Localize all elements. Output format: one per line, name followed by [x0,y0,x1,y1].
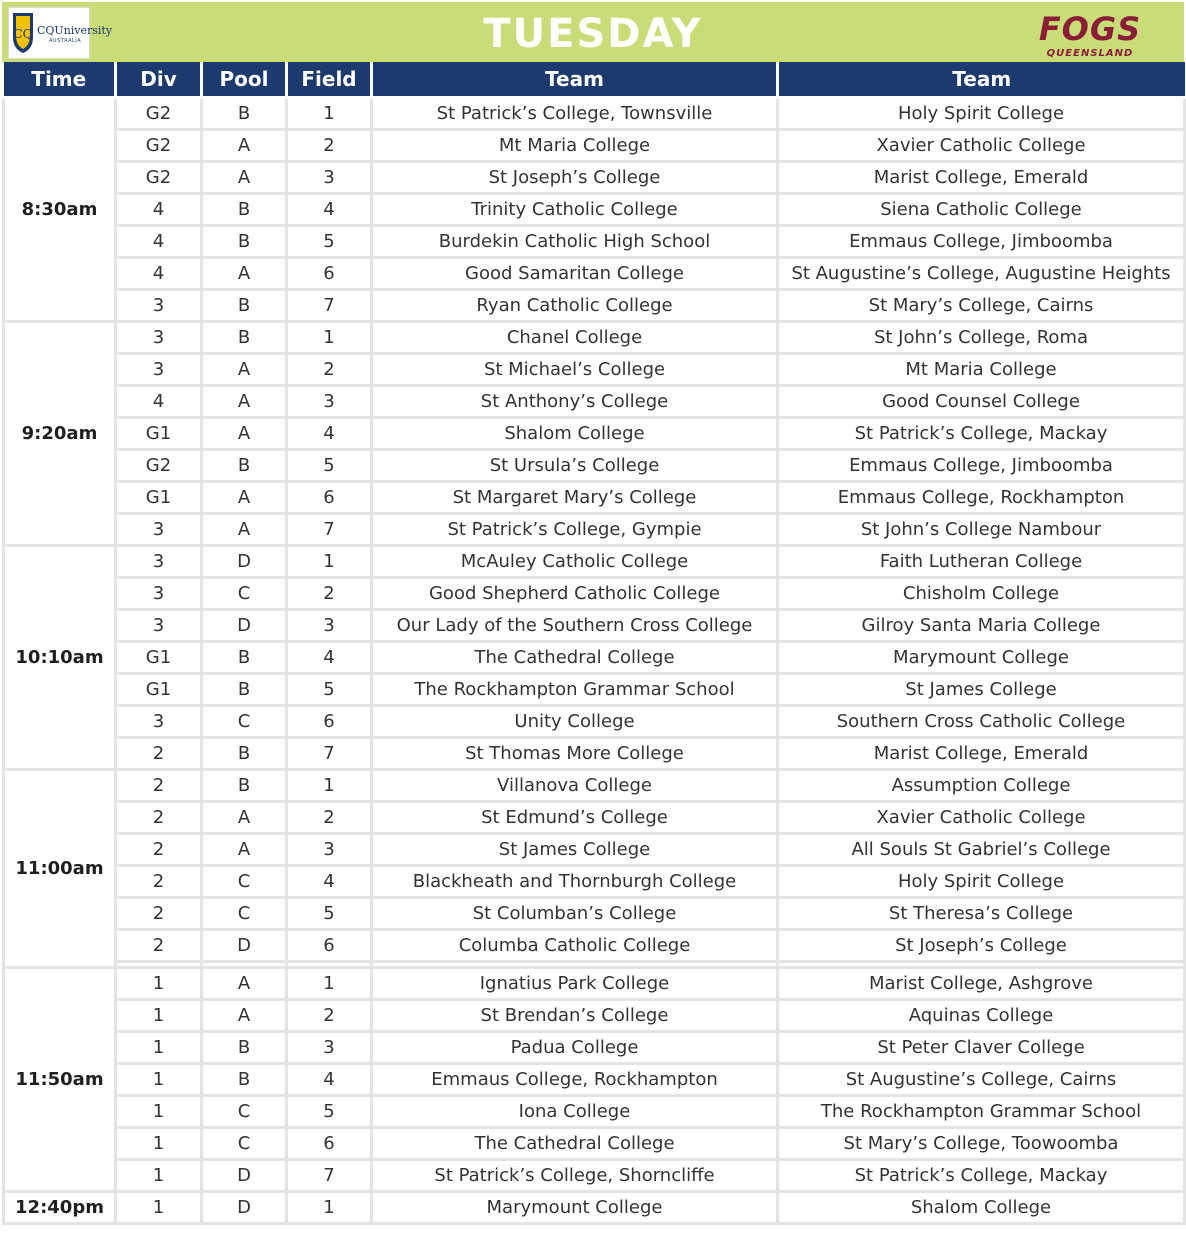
field-cell: 6 [287,930,372,962]
team-b-cell: Emmaus College, Jimboomba [778,226,1185,258]
team-a-cell: The Rockhampton Grammar School [372,674,778,706]
team-b-cell: St James College [778,674,1185,706]
field-cell: 2 [287,802,372,834]
table-row [4,1000,1185,1032]
team-b-cell: Shalom College [778,1192,1185,1224]
team-a-cell: St Patrick’s College, Townsville [372,98,778,130]
col-header-div: Div [116,62,202,98]
field-cell: 3 [287,834,372,866]
team-a-cell: St James College [372,834,778,866]
pool-cell: B [202,194,287,226]
table-row [4,1160,1185,1192]
table-row [4,1064,1185,1096]
div-cell: 3 [116,706,202,738]
field-cell: 1 [287,98,372,130]
team-b-cell: Chisholm College [778,578,1185,610]
table-row [4,834,1185,866]
pool-cell: B [202,738,287,770]
div-cell: 3 [116,610,202,642]
table-row [4,898,1185,930]
field-cell: 2 [287,354,372,386]
field-cell: 3 [287,610,372,642]
table-row [4,610,1185,642]
team-b-cell: St Augustine’s College, Cairns [778,1064,1185,1096]
div-cell: 1 [116,1000,202,1032]
team-a-cell: The Cathedral College [372,642,778,674]
div-cell: 3 [116,290,202,322]
pool-cell: A [202,354,287,386]
field-cell: 3 [287,386,372,418]
field-cell: 3 [287,162,372,194]
team-b-cell: Holy Spirit College [778,866,1185,898]
header-banner [2,2,1184,62]
team-a-cell: Blackheath and Thornburgh College [372,866,778,898]
page-title: TUESDAY [483,11,703,57]
team-a-cell: The Cathedral College [372,1128,778,1160]
team-a-cell: Ignatius Park College [372,968,778,1000]
field-cell: 1 [287,546,372,578]
table-row [4,1032,1185,1064]
div-cell: 4 [116,258,202,290]
schedule-body [4,98,1185,1224]
div-cell: 3 [116,354,202,386]
field-cell: 6 [287,1128,372,1160]
team-b-cell: Xavier Catholic College [778,802,1185,834]
table-row [4,258,1185,290]
pool-cell: A [202,418,287,450]
div-cell: 2 [116,834,202,866]
pool-cell: C [202,706,287,738]
div-cell: 1 [116,1160,202,1192]
col-header-time: Time [4,62,116,98]
table-row [4,514,1185,546]
team-b-cell: St Mary’s College, Toowoomba [778,1128,1185,1160]
team-a-cell: Ryan Catholic College [372,290,778,322]
table-row [4,866,1185,898]
pool-cell: B [202,322,287,354]
field-cell: 7 [287,290,372,322]
field-cell: 1 [287,1192,372,1224]
field-cell: 4 [287,642,372,674]
pool-cell: D [202,546,287,578]
team-b-cell: Aquinas College [778,1000,1185,1032]
team-b-cell: Holy Spirit College [778,98,1185,130]
field-cell: 1 [287,322,372,354]
pool-cell: A [202,514,287,546]
team-b-cell: St Peter Claver College [778,1032,1185,1064]
pool-cell: D [202,930,287,962]
table-row [4,674,1185,706]
table-row [4,802,1185,834]
team-b-cell: St Joseph’s College [778,930,1185,962]
div-cell: 1 [116,968,202,1000]
field-cell: 7 [287,1160,372,1192]
table-row [4,706,1185,738]
time-slot-cell: 9:20am [4,322,116,546]
table-row [4,386,1185,418]
team-b-cell: Marist College, Emerald [778,738,1185,770]
table-row [4,930,1185,962]
div-cell: 4 [116,226,202,258]
table-row [4,968,1185,1000]
team-a-cell: St Anthony’s College [372,386,778,418]
header-row [4,62,1185,98]
div-cell: G2 [116,450,202,482]
div-cell: 3 [116,514,202,546]
team-a-cell: Mt Maria College [372,130,778,162]
div-cell: G1 [116,674,202,706]
pool-cell: B [202,674,287,706]
team-a-cell: Iona College [372,1096,778,1128]
table-row [4,226,1185,258]
pool-cell: B [202,770,287,802]
team-a-cell: St Brendan’s College [372,1000,778,1032]
field-cell: 6 [287,706,372,738]
team-b-cell: Marymount College [778,642,1185,674]
team-a-cell: Columba Catholic College [372,930,778,962]
table-row [4,546,1185,578]
table-row [4,162,1185,194]
field-cell: 4 [287,418,372,450]
team-b-cell: Xavier Catholic College [778,130,1185,162]
time-slot-cell: 11:50am [4,968,116,1192]
field-cell: 5 [287,226,372,258]
field-cell: 1 [287,770,372,802]
table-row [4,354,1185,386]
table-row [4,738,1185,770]
team-a-cell: St Patrick’s College, Shorncliffe [372,1160,778,1192]
team-b-cell: Marist College, Ashgrove [778,968,1185,1000]
field-cell: 2 [287,578,372,610]
field-cell: 4 [287,1064,372,1096]
time-slot-cell: 8:30am [4,98,116,322]
team-a-cell: Chanel College [372,322,778,354]
team-a-cell: Marymount College [372,1192,778,1224]
col-header-pool: Pool [202,62,287,98]
div-cell: 4 [116,194,202,226]
div-cell: 1 [116,1064,202,1096]
team-a-cell: St Margaret Mary’s College [372,482,778,514]
fogs-logo [1030,10,1150,62]
team-a-cell: Villanova College [372,770,778,802]
time-slot-cell: 12:40pm [4,1192,116,1224]
table-row [4,1096,1185,1128]
table-row [4,770,1185,802]
field-cell: 5 [287,1096,372,1128]
pool-cell: A [202,802,287,834]
team-b-cell: St Theresa’s College [778,898,1185,930]
field-cell: 2 [287,1000,372,1032]
team-b-cell: Faith Lutheran College [778,546,1185,578]
div-cell: G2 [116,98,202,130]
pool-cell: D [202,610,287,642]
team-a-cell: St Columban’s College [372,898,778,930]
col-header-team-1: Team [372,62,778,98]
pool-cell: B [202,1032,287,1064]
team-b-cell: St Mary’s College, Cairns [778,290,1185,322]
col-header-field: Field [287,62,372,98]
field-cell: 1 [287,968,372,1000]
div-cell: 3 [116,322,202,354]
team-b-cell: Marist College, Emerald [778,162,1185,194]
schedule-table [2,62,1186,1225]
cqu-logo-text: CQUniversity [37,24,113,37]
div-cell: G2 [116,130,202,162]
cqu-logo-subtext: AUSTRALIA [49,38,82,44]
pool-cell: A [202,482,287,514]
table-row [4,98,1185,130]
team-b-cell: St Patrick’s College, Mackay [778,1160,1185,1192]
team-a-cell: St Ursula’s College [372,450,778,482]
div-cell: G1 [116,418,202,450]
field-cell: 7 [287,514,372,546]
pool-cell: B [202,98,287,130]
pool-cell: C [202,1128,287,1160]
pool-cell: C [202,1096,287,1128]
team-a-cell: St Thomas More College [372,738,778,770]
table-row [4,482,1185,514]
team-b-cell: The Rockhampton Grammar School [778,1096,1185,1128]
table-row [4,130,1185,162]
col-header-team-2: Team [778,62,1185,98]
team-b-cell: Good Counsel College [778,386,1185,418]
div-cell: 1 [116,1192,202,1224]
pool-cell: A [202,162,287,194]
team-a-cell: Unity College [372,706,778,738]
field-cell: 2 [287,130,372,162]
pool-cell: B [202,226,287,258]
pool-cell: D [202,1160,287,1192]
div-cell: 2 [116,802,202,834]
div-cell: 2 [116,770,202,802]
field-cell: 4 [287,866,372,898]
team-a-cell: Padua College [372,1032,778,1064]
pool-cell: A [202,834,287,866]
team-a-cell: St Joseph’s College [372,162,778,194]
div-cell: 3 [116,578,202,610]
time-slot-cell: 10:10am [4,546,116,770]
team-a-cell: Burdekin Catholic High School [372,226,778,258]
div-cell: G1 [116,482,202,514]
field-cell: 6 [287,258,372,290]
pool-cell: C [202,866,287,898]
team-b-cell: St Patrick’s College, Mackay [778,418,1185,450]
div-cell: G2 [116,162,202,194]
pool-cell: B [202,642,287,674]
pool-cell: B [202,450,287,482]
div-cell: 4 [116,386,202,418]
team-a-cell: Trinity Catholic College [372,194,778,226]
pool-cell: C [202,898,287,930]
div-cell: 1 [116,1032,202,1064]
team-b-cell: St John’s College Nambour [778,514,1185,546]
pool-cell: D [202,1192,287,1224]
fogs-logo-subtext: QUEENSLAND [1046,48,1134,59]
pool-cell: B [202,1064,287,1096]
table-row [4,194,1185,226]
field-cell: 5 [287,898,372,930]
team-b-cell: Assumption College [778,770,1185,802]
pool-cell: A [202,1000,287,1032]
table-row [4,322,1185,354]
field-cell: 5 [287,674,372,706]
div-cell: 2 [116,738,202,770]
team-a-cell: Our Lady of the Southern Cross College [372,610,778,642]
team-b-cell: Emmaus College, Rockhampton [778,482,1185,514]
field-cell: 7 [287,738,372,770]
team-b-cell: Gilroy Santa Maria College [778,610,1185,642]
table-row [4,1128,1185,1160]
div-cell: G1 [116,642,202,674]
table-row [4,642,1185,674]
team-b-cell: St Augustine’s College, Augustine Heights [778,258,1185,290]
team-b-cell: Mt Maria College [778,354,1185,386]
team-a-cell: Shalom College [372,418,778,450]
table-row [4,450,1185,482]
pool-cell: A [202,130,287,162]
team-a-cell: St Patrick’s College, Gympie [372,514,778,546]
field-cell: 6 [287,482,372,514]
team-a-cell: St Michael’s College [372,354,778,386]
team-b-cell: All Souls St Gabriel’s College [778,834,1185,866]
div-cell: 2 [116,930,202,962]
table-row [4,290,1185,322]
div-cell: 2 [116,866,202,898]
field-cell: 4 [287,194,372,226]
div-cell: 2 [116,898,202,930]
svg-text:CQ: CQ [13,27,33,41]
pool-cell: C [202,578,287,610]
pool-cell: A [202,968,287,1000]
team-a-cell: St Edmund’s College [372,802,778,834]
time-slot-cell: 11:00am [4,770,116,968]
pool-cell: A [202,258,287,290]
team-a-cell: Good Samaritan College [372,258,778,290]
team-b-cell: Emmaus College, Jimboomba [778,450,1185,482]
table-row [4,1192,1185,1224]
team-a-cell: Emmaus College, Rockhampton [372,1064,778,1096]
div-cell: 3 [116,546,202,578]
pool-cell: A [202,386,287,418]
div-cell: 1 [116,1096,202,1128]
team-b-cell: St John’s College, Roma [778,322,1185,354]
pool-cell: B [202,290,287,322]
table-row [4,418,1185,450]
div-cell: 1 [116,1128,202,1160]
team-b-cell: Siena Catholic College [778,194,1185,226]
fogs-logo-text: FOGS [1038,10,1142,48]
team-a-cell: Good Shepherd Catholic College [372,578,778,610]
field-cell: 5 [287,450,372,482]
table-row [4,578,1185,610]
team-b-cell: Southern Cross Catholic College [778,706,1185,738]
team-a-cell: McAuley Catholic College [372,546,778,578]
field-cell: 3 [287,1032,372,1064]
